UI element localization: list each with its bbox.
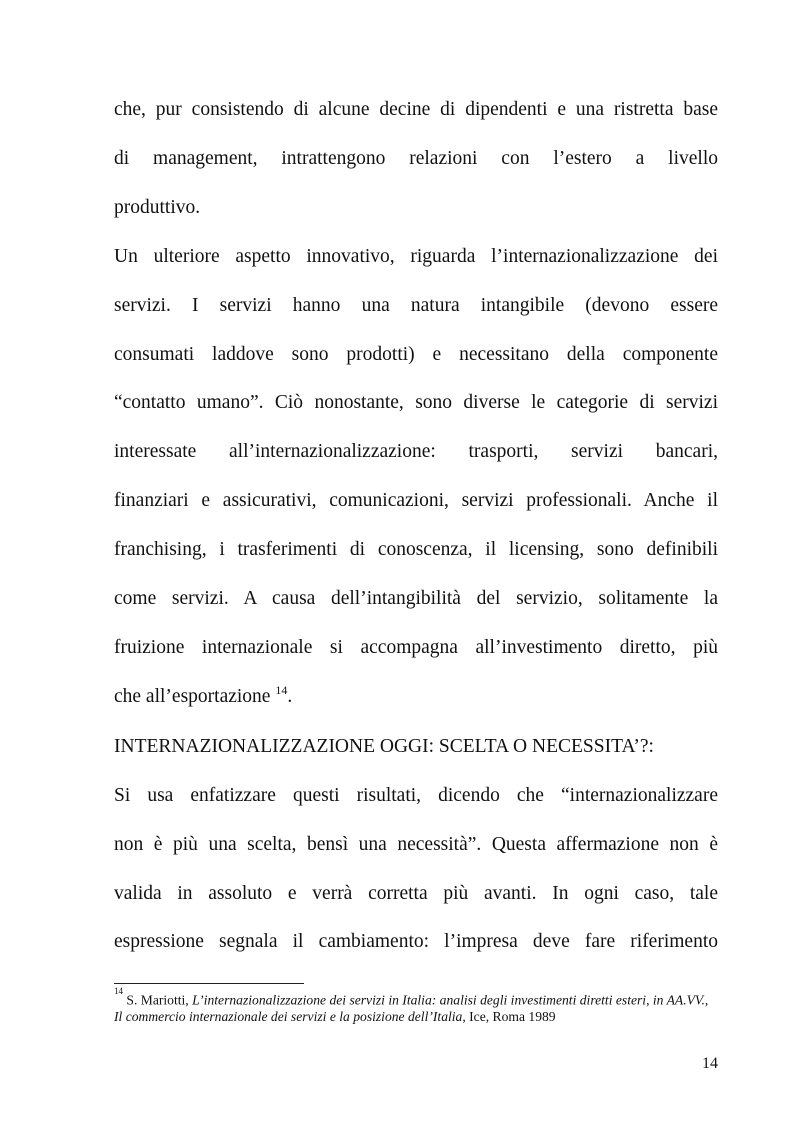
body-line: non è più una scelta, bensì una necessità”. Questa affermazione non è	[114, 833, 718, 855]
footnote-title: L’internazionalizzazione dei servizi in Italia: analisi degli investimenti diretti esteri, in AA.VV., Il commercio internazionale dei servizi e la posizione dell’Italia	[114, 992, 709, 1025]
body-line-text: che all’esportazione	[114, 685, 271, 707]
body-line: espressione segnala il cambiamento: l’impresa deve fare riferimento	[114, 931, 718, 953]
body-line: che, pur consistendo di alcune decine di dipendenti e una ristretta base	[114, 99, 718, 120]
footnote-separator	[114, 983, 304, 984]
footnote-reference[interactable]: 14	[275, 682, 288, 697]
footnote	[114, 988, 718, 1026]
body-line: Un ulteriore aspetto innovativo, riguarda l’internazionalizzazione dei	[114, 245, 718, 267]
body-line: di management, intrattengono relazioni con l’estero a livello	[114, 147, 718, 169]
body-line: franchising, i trasferimenti di conoscenza, il licensing, sono definibili	[114, 539, 718, 561]
body-line: produttivo.	[114, 196, 201, 218]
footnote-publisher: , Ice, Roma 1989	[462, 1009, 556, 1025]
footnote-reference-trail: .	[287, 685, 293, 707]
body-line: come servizi. A causa dell’intangibilità del servizio, solitamente la	[114, 588, 718, 610]
body-line: servizi. I servizi hanno una natura intangibile (devono essere	[114, 294, 718, 316]
page-number: 14	[702, 1055, 718, 1072]
body-line: fruizione internazionale si accompagna all’investimento diretto, più	[114, 636, 718, 658]
body-line: valida in assoluto e verrà corretta più avanti. In ogni caso, tale	[114, 882, 718, 904]
body-line: “contatto umano”. Ciò nonostante, sono diverse le categorie di servizi	[114, 392, 718, 414]
footnote-author: S. Mariotti,	[123, 992, 193, 1008]
body-line: finanziari e assicurativi, comunicazioni, servizi professionali. Anche il	[114, 490, 718, 512]
body-text	[114, 86, 718, 967]
section-heading: INTERNAZIONALIZZAZIONE OGGI: SCELTA O NECESSITA’?:	[114, 735, 654, 757]
body-line: Si usa enfatizzare questi risultati, dicendo che “internazionalizzare	[114, 784, 718, 806]
footnote-text	[114, 988, 718, 1026]
body-line: interessate all’internazionalizzazione: trasporti, servizi bancari,	[114, 441, 718, 463]
body-line-with-footnote	[114, 673, 718, 723]
body-line: consumati laddove sono prodotti) e necessitano della componente	[114, 343, 718, 365]
footnote-number: 14	[114, 986, 123, 996]
